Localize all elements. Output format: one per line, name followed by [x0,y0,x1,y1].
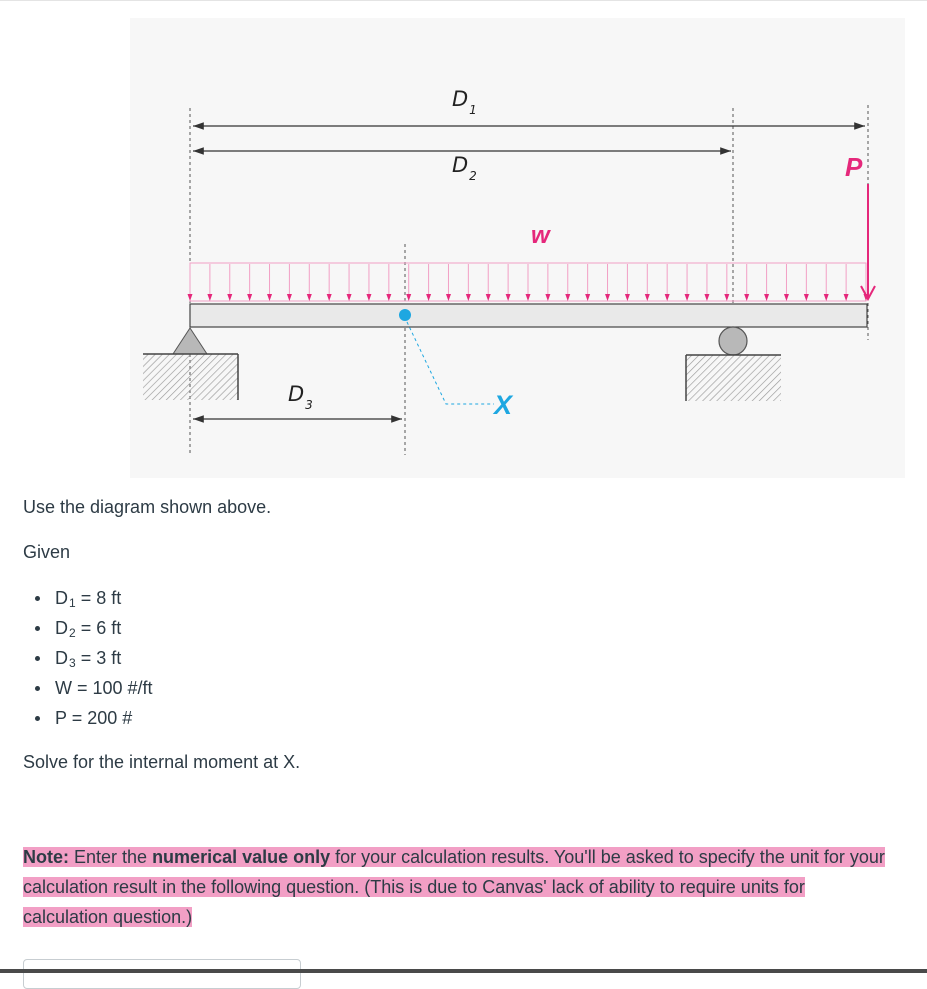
udl-arrowhead [406,294,411,301]
w-label: w [531,222,550,249]
udl-arrowhead [386,294,391,301]
given-item-w: W = 100 #/ft [23,676,153,706]
pin-support [143,328,238,400]
p-label: P [845,152,863,182]
d3-label: $D_3$ [288,382,313,412]
udl-arrowhead [824,294,829,301]
udl-arrowhead [764,294,769,301]
answer-input[interactable] [23,959,301,989]
udl-arrowhead [207,294,212,301]
udl-arrowhead [724,294,729,301]
given-heading: Given [23,542,71,562]
note-highlight: Note: Enter the numerical value only for your calculation results. You'll be asked to specify the unit for your calculation result in the following question. (This is due to Canvas' lack of ability to require units for calculation question.) [23,847,885,927]
bottom-edge [0,969,927,973]
given-item-d1: $D_1 = 8$ ft [23,586,153,616]
bullet-icon [35,596,40,601]
udl-arrowhead [267,294,272,301]
bullet-icon [35,716,40,721]
point-x-marker [399,309,411,321]
given-item-d2: $D_2 = 6$ ft [23,616,153,646]
point-x-leader [407,322,494,404]
udl-arrowhead [605,294,610,301]
udl-arrowhead [704,294,709,301]
note-paragraph [23,842,893,932]
udl-arrowhead [784,294,789,301]
udl-arrowhead [585,294,590,301]
distributed-load [188,263,869,301]
roller-support [686,327,781,401]
udl-arrowhead [327,294,332,301]
given-item-d3: $D_3 = 3$ ft [23,646,153,676]
udl-arrowhead [545,294,550,301]
bullet-icon [35,686,40,691]
udl-arrowhead [625,294,630,301]
udl-arrowhead [247,294,252,301]
udl-arrowhead [665,294,670,301]
given-list [23,586,153,736]
udl-arrowhead [744,294,749,301]
udl-arrowhead [347,294,352,301]
udl-arrowhead [426,294,431,301]
udl-arrowhead [565,294,570,301]
d1-label: $D_1$ [452,87,477,117]
beam-diagram [0,0,927,480]
udl-arrowhead [526,294,531,301]
udl-arrowhead [645,294,650,301]
given-item-p: P = 200 # [23,706,153,736]
bullet-icon [35,656,40,661]
x-label: X [494,390,513,420]
question-prompt: Solve for the internal moment at X. [23,752,301,772]
udl-arrowhead [466,294,471,301]
udl-arrowhead [486,294,491,301]
udl-arrowhead [506,294,511,301]
udl-arrowhead [446,294,451,301]
intro-text: Use the diagram shown above. [23,497,272,517]
udl-arrowhead [307,294,312,301]
d2-label: $D_2$ [452,153,477,183]
udl-arrowhead [804,294,809,301]
udl-arrowhead [844,294,849,301]
bullet-icon [35,626,40,631]
beam [190,304,867,327]
udl-arrowhead [287,294,292,301]
udl-arrowhead [227,294,232,301]
udl-arrowhead [366,294,371,301]
udl-arrowhead [685,294,690,301]
udl-arrowhead [188,294,193,301]
